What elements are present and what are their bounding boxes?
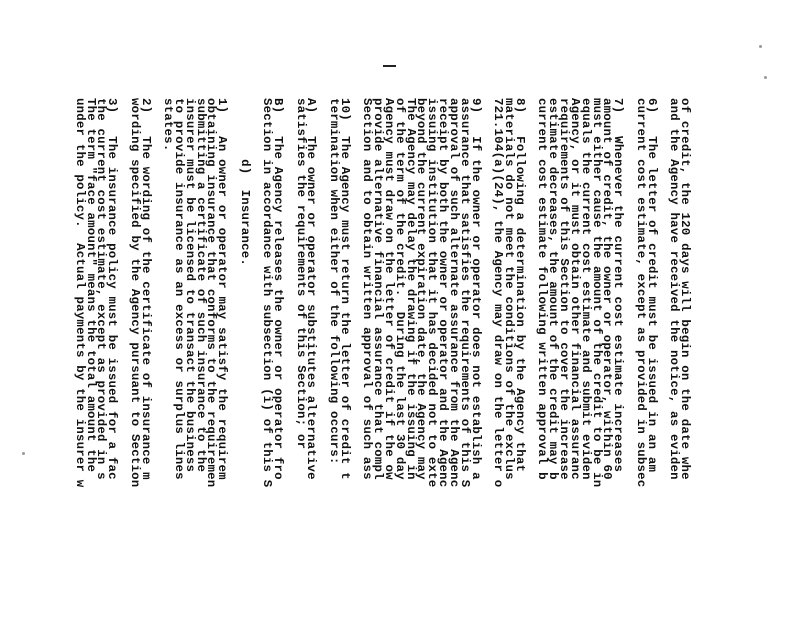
document-line: issuing institution that it has decided not to exte [425, 98, 440, 488]
document-line: 10) The Agency must return the letter of credit t [337, 98, 352, 480]
document-line: submitting a certificate of such insurance to the [193, 98, 208, 473]
scan-speck [759, 45, 762, 48]
document-line: Section and to obtain written approval of such ass [360, 98, 375, 480]
document-line: under the policy. Actual payments by the insurer w [72, 98, 87, 488]
document-line: current cost estimate following written approval b [535, 98, 550, 480]
document-line: 1) An owner or operator may satisfy the requirem [215, 98, 230, 480]
document-line: wording specified by the Agency pursuant to Section [127, 98, 142, 488]
document-line: equals the current cost estimate and submit eviden [578, 98, 593, 480]
scan-speck [764, 76, 767, 79]
document-line: current cost estimate, except as provided in subsec [633, 98, 648, 488]
document-line: B) The Agency releases the owner or operator fro [271, 98, 286, 480]
document-line: assurance that satisfies the requirements of this S [457, 98, 472, 488]
document-line: estimate decreases, the amount of the credit may b [546, 98, 561, 480]
document-line: 8) Following a determination by the Agency that [512, 98, 527, 473]
document-line: approval of such alternate assurance from the Agenc [447, 98, 462, 488]
document-line: must either cause the amount of the credit to be in [589, 98, 604, 488]
document-line: Agency, or it must obtain other financial assuranc [567, 98, 582, 480]
document-line: 7) Whenever the current cost estimate increases [611, 98, 626, 473]
document-line: provide alternative financial assurance that compl [371, 98, 386, 480]
document-line: receipt by both the owner or operator and the Agenc [436, 98, 451, 488]
document-line: obtaining insurance that conforms to the requiremen [204, 98, 219, 488]
document-line: beyond the current expiration date, the Agency may [414, 98, 429, 480]
page-mark [383, 65, 396, 67]
document-line: Agency must draw on the letter of credit if the ow [381, 98, 396, 480]
document-line: of credit, the 120 days will begin on the date whe [678, 98, 692, 480]
document-line: 2) The wording of the certificate of insurance m [138, 98, 153, 480]
document-line: 721.104(a)(24), the Agency may draw on the letter o [491, 98, 506, 488]
document-line: 6) The letter of credit must be issued in an am [644, 98, 659, 473]
document-line: states. [161, 98, 176, 152]
rotated-text-block [72, 98, 692, 618]
document-line: Section in accordance with subsection (i) of this S [260, 98, 275, 488]
document-line: termination when either of the following occurs: [326, 98, 341, 465]
document-line: amount of credit, the owner or operator, within 60 [600, 98, 615, 480]
document-line: insurer must be licensed to transact the business [182, 98, 197, 473]
document-line: d) Insurance. [237, 98, 252, 266]
document-line: materials do not meet the conditions of the exclus [502, 98, 517, 480]
document-line: the current cost estimate, except as provided in s [94, 98, 109, 480]
document-line: The term "face amount" means the total amount the [83, 98, 98, 473]
scan-speck [22, 452, 25, 455]
document-line: and the Agency have received the notice, as eviden [667, 98, 682, 480]
document-line: requirements of this Section to cover the increase [557, 98, 572, 480]
document-line: 3) The insurance policy must be issued for a fac [105, 98, 120, 480]
document-line: The Agency may delay the drawing if the issuing in [403, 98, 418, 480]
document-line: satisfies the requirements of this Section; or [293, 98, 308, 450]
document-line: of the term of the credit. During the last 30 day [392, 98, 407, 480]
document-line: to provide insurance as an excess or surplus lines [171, 98, 186, 480]
document-line: A) The owner or operator substitutes alternative [304, 98, 319, 480]
document-line: 9) If the owner or operator does not establish a [468, 98, 483, 480]
